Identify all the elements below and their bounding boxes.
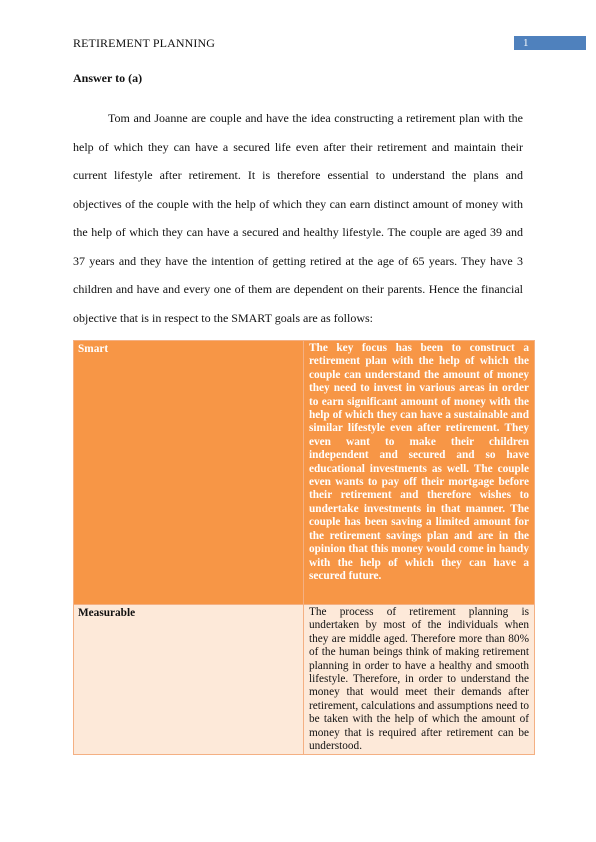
row-text-measurable: The process of retirement planning is undertaken by most of the individuals when they are middle aged. Therefore more than 80% of the human beings think of making retirement planning in order to have a healthy and smooth lifestyle. Therefore, in order to understand the money that would meet their demands after retirement, calculations and assumptions need to be taken with the help of which the amount of money that is required after retirement can be understood. xyxy=(304,605,535,755)
header-title: RETIREMENT PLANNING xyxy=(73,36,216,50)
smart-goals-table xyxy=(73,340,535,755)
row-label-smart: Smart xyxy=(74,341,304,605)
section-heading: Answer to (a) xyxy=(73,71,143,85)
row-text-smart: The key focus has been to construct a retirement plan with the help of which the couple can understand the amount of money they need to invest in various areas in order to earn significant amount of money with the help of which they can have a sustainable and similar lifestyle even after retirement. They even want to make their children independent and secured and so have educational investments as well. The couple even wants to pay off their mortgage before their retirement and therefore wishes to undertake investments in that manner. The couple has been saving a limited amount for the retirement savings plan and are in the opinion that this money would come in handy with the help of which they can have a secured future. xyxy=(304,341,535,605)
table-row xyxy=(74,341,535,605)
row-label-measurable: Measurable xyxy=(74,605,304,755)
page-number: 1 xyxy=(514,36,586,50)
body-paragraph: Tom and Joanne are couple and have the idea constructing a retirement plan with the help of which they can have a secured life even after their retirement and maintain their current lifestyle after retirement. It is therefore essential to understand the plans and objectives of the couple with the help of which they can earn distinct amount of money with the help of which they can have a secured and healthy lifestyle. The couple are aged 39 and 37 years and they have the intention of getting retired at the age of 65 years. They have 3 children and have and every one of them are dependent on their parents. Hence the financial objective that is in respect to the SMART goals are as follows: xyxy=(73,111,523,325)
table-row xyxy=(74,605,535,755)
page-header xyxy=(73,36,586,52)
